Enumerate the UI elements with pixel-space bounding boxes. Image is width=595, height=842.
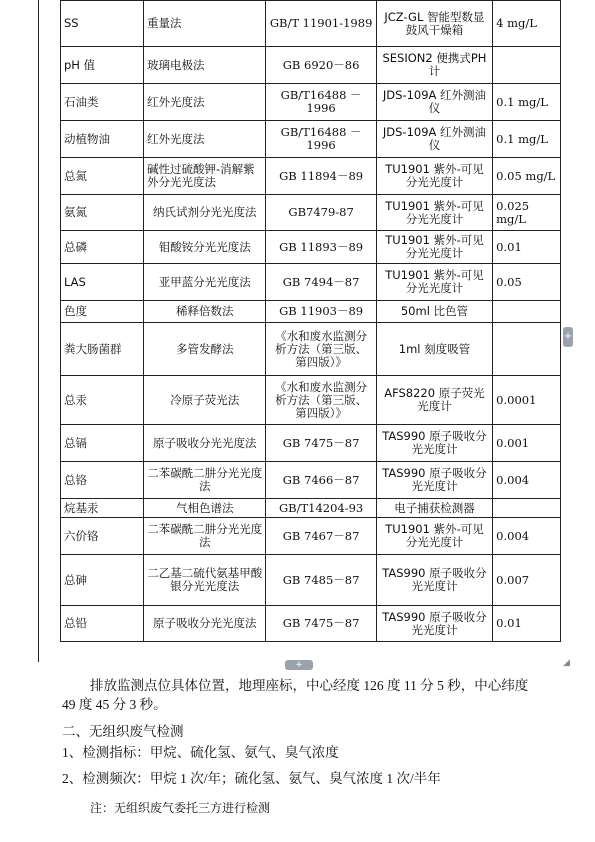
cell-method[interactable]: 重量法	[143, 1, 265, 47]
table-row	[61, 425, 561, 462]
table-row	[61, 499, 561, 518]
cell-method[interactable]: 原子吸收分光光度法	[143, 425, 265, 462]
cell-item[interactable]: 动植物油	[61, 121, 144, 158]
cell-instrument[interactable]: TAS990 原子吸收分光光度计	[376, 425, 492, 462]
cell-detection-limit[interactable]: 0.025 mg/L	[493, 195, 561, 231]
cell-instrument[interactable]: JDS-109A 红外测油仪	[376, 121, 492, 158]
cell-detection-limit[interactable]: 0.007	[493, 555, 561, 606]
table-row	[61, 323, 561, 376]
cell-method[interactable]: 稀释倍数法	[143, 301, 265, 323]
cell-instrument[interactable]: 50ml 比色管	[376, 301, 492, 323]
cell-instrument[interactable]: 1ml 刻度吸管	[376, 323, 492, 376]
cell-instrument[interactable]: TAS990 原子吸收分光光度计	[376, 606, 492, 642]
cell-item[interactable]: SS	[61, 1, 144, 47]
cell-standard[interactable]: GB 11903－89	[266, 301, 376, 323]
table-row	[61, 606, 561, 642]
cell-standard[interactable]: GB/T14204-93	[266, 499, 376, 518]
footnote: 注：无组织废气委托三方进行检测	[90, 801, 271, 815]
cell-standard[interactable]: GB 7475－87	[266, 606, 376, 642]
table-row	[61, 376, 561, 425]
cell-standard[interactable]: GB/T16488 － 1996	[266, 84, 376, 121]
cell-method[interactable]: 亚甲蓝分光光度法	[143, 264, 265, 301]
cell-instrument[interactable]: TAS990 原子吸收分光光度计	[376, 462, 492, 499]
monitoring-methods-table	[60, 0, 561, 642]
cell-item[interactable]: 石油类	[61, 84, 144, 121]
cell-instrument[interactable]: TU1901 紫外-可见分光光度计	[376, 231, 492, 264]
cell-item[interactable]: 总铬	[61, 462, 144, 499]
table-row	[61, 555, 561, 606]
cell-standard[interactable]: GB7479-87	[266, 195, 376, 231]
cell-item[interactable]: 色度	[61, 301, 144, 323]
cell-item[interactable]: 总铅	[61, 606, 144, 642]
cell-method[interactable]: 二苯碳酰二肼分光光度法	[143, 518, 265, 555]
cell-detection-limit[interactable]	[493, 301, 561, 323]
location-paragraph-line-2: 49 度 45 分 3 秒。	[62, 697, 167, 712]
cell-detection-limit[interactable]: 0.05	[493, 264, 561, 301]
cell-standard[interactable]: GB 7466－87	[266, 462, 376, 499]
cell-method[interactable]: 碱性过硫酸钾-消解紫外分光光度法	[143, 158, 265, 195]
cell-instrument[interactable]: JDS-109A 红外测油仪	[376, 84, 492, 121]
cell-instrument[interactable]: TU1901 紫外-可见分光光度计	[376, 264, 492, 301]
table-row	[61, 462, 561, 499]
cell-detection-limit[interactable]: 0.0001	[493, 376, 561, 425]
cell-item[interactable]: 总氮	[61, 158, 144, 195]
table-resize-handle[interactable]: ◢	[563, 658, 570, 668]
cell-standard[interactable]: 《水和废水监测分析方法（第三版、第四版）》	[266, 376, 376, 425]
section-heading: 二、无组织废气检测	[62, 724, 184, 739]
table-row	[61, 195, 561, 231]
cell-item[interactable]: 总磷	[61, 231, 144, 264]
cell-method[interactable]: 气相色谱法	[143, 499, 265, 518]
cell-standard[interactable]: GB 7467－87	[266, 518, 376, 555]
cell-item[interactable]: 粪大肠菌群	[61, 323, 144, 376]
cell-item[interactable]: 六价铬	[61, 518, 144, 555]
table-row	[61, 1, 561, 47]
cell-instrument[interactable]: TAS990 原子吸收分光光度计	[376, 555, 492, 606]
cell-detection-limit[interactable]: 0.004	[493, 518, 561, 555]
cell-method[interactable]: 玻璃电极法	[143, 47, 265, 84]
cell-item[interactable]: 总砷	[61, 555, 144, 606]
table-row	[61, 264, 561, 301]
table-row	[61, 301, 561, 323]
table-row	[61, 231, 561, 264]
table-row	[61, 518, 561, 555]
cell-detection-limit[interactable]: 0.05 mg/L	[493, 158, 561, 195]
cell-method[interactable]: 红外光度法	[143, 121, 265, 158]
cell-detection-limit[interactable]: 4 mg/L	[493, 1, 561, 47]
cell-standard[interactable]: GB 7494－87	[266, 264, 376, 301]
cell-detection-limit[interactable]	[493, 499, 561, 518]
cell-method[interactable]: 二苯碳酰二肼分光光度法	[143, 462, 265, 499]
cell-item[interactable]: 总汞	[61, 376, 144, 425]
cell-method[interactable]: 原子吸收分光光度法	[143, 606, 265, 642]
cell-method[interactable]: 钼酸铵分光光度法	[143, 231, 265, 264]
cell-standard[interactable]: GB/T 11901-1989	[266, 1, 376, 47]
cell-detection-limit[interactable]: 0.1 mg/L	[493, 84, 561, 121]
left-margin-line	[38, 0, 39, 662]
cell-item[interactable]: 总镉	[61, 425, 144, 462]
cell-standard[interactable]: GB 7485－87	[266, 555, 376, 606]
cell-standard[interactable]: GB/T16488 － 1996	[266, 121, 376, 158]
cell-detection-limit[interactable]: 0.1 mg/L	[493, 121, 561, 158]
cell-method[interactable]: 多管发酵法	[143, 323, 265, 376]
cell-item[interactable]: pH 值	[61, 47, 144, 84]
cell-standard[interactable]: GB 6920－86	[266, 47, 376, 84]
cell-instrument[interactable]: 电子捕获检测器	[376, 499, 492, 518]
list-item-indicators: 1、检测指标：甲烷、硫化氢、氨气、臭气浓度	[62, 745, 339, 760]
cell-method[interactable]: 纳氏试剂分光光度法	[143, 195, 265, 231]
cell-standard[interactable]: GB 7475－87	[266, 425, 376, 462]
table-row	[61, 158, 561, 195]
cell-detection-limit[interactable]: 0.01	[493, 231, 561, 264]
cell-item[interactable]: 氨氮	[61, 195, 144, 231]
cell-instrument[interactable]: SESION2 便携式PH 计	[376, 47, 492, 84]
cell-detection-limit[interactable]	[493, 323, 561, 376]
cell-detection-limit[interactable]: 0.01	[493, 606, 561, 642]
table-add-row-handle[interactable]: +	[285, 660, 313, 670]
cell-instrument[interactable]: TU1901 紫外-可见分光光度计	[376, 195, 492, 231]
table-add-column-handle[interactable]: +	[563, 327, 573, 347]
cell-detection-limit[interactable]: 0.001	[493, 425, 561, 462]
cell-instrument[interactable]: TU1901 紫外-可见分光光度计	[376, 158, 492, 195]
cell-instrument[interactable]: TU1901 紫外-可见分光光度计	[376, 518, 492, 555]
cell-standard[interactable]: GB 11894－89	[266, 158, 376, 195]
location-paragraph-line-1: 排放监测点位具体位置，地理座标，中心经度 126 度 11 分 5 秒，中心纬度	[90, 678, 529, 693]
cell-standard[interactable]: GB 11893－89	[266, 231, 376, 264]
cell-instrument[interactable]: JCZ-GL 智能型数显鼓风干燥箱	[376, 1, 492, 47]
cell-detection-limit[interactable]: 0.004	[493, 462, 561, 499]
table-row	[61, 47, 561, 84]
cell-method[interactable]: 红外光度法	[143, 84, 265, 121]
cell-method[interactable]: 二乙基二硫代氨基甲酸银分光光度法	[143, 555, 265, 606]
cell-standard[interactable]: 《水和废水监测分析方法（第三版、第四版）》	[266, 323, 376, 376]
table-row	[61, 121, 561, 158]
cell-method[interactable]: 冷原子荧光法	[143, 376, 265, 425]
cell-item[interactable]: 烷基汞	[61, 499, 144, 518]
cell-detection-limit[interactable]	[493, 47, 561, 84]
cell-item[interactable]: LAS	[61, 264, 144, 301]
table-row	[61, 84, 561, 121]
list-item-frequency: 2、检测频次：甲烷 1 次/年；硫化氢、氨气、臭气浓度 1 次/半年	[62, 771, 441, 786]
cell-instrument[interactable]: AFS8220 原子荧光光度计	[376, 376, 492, 425]
